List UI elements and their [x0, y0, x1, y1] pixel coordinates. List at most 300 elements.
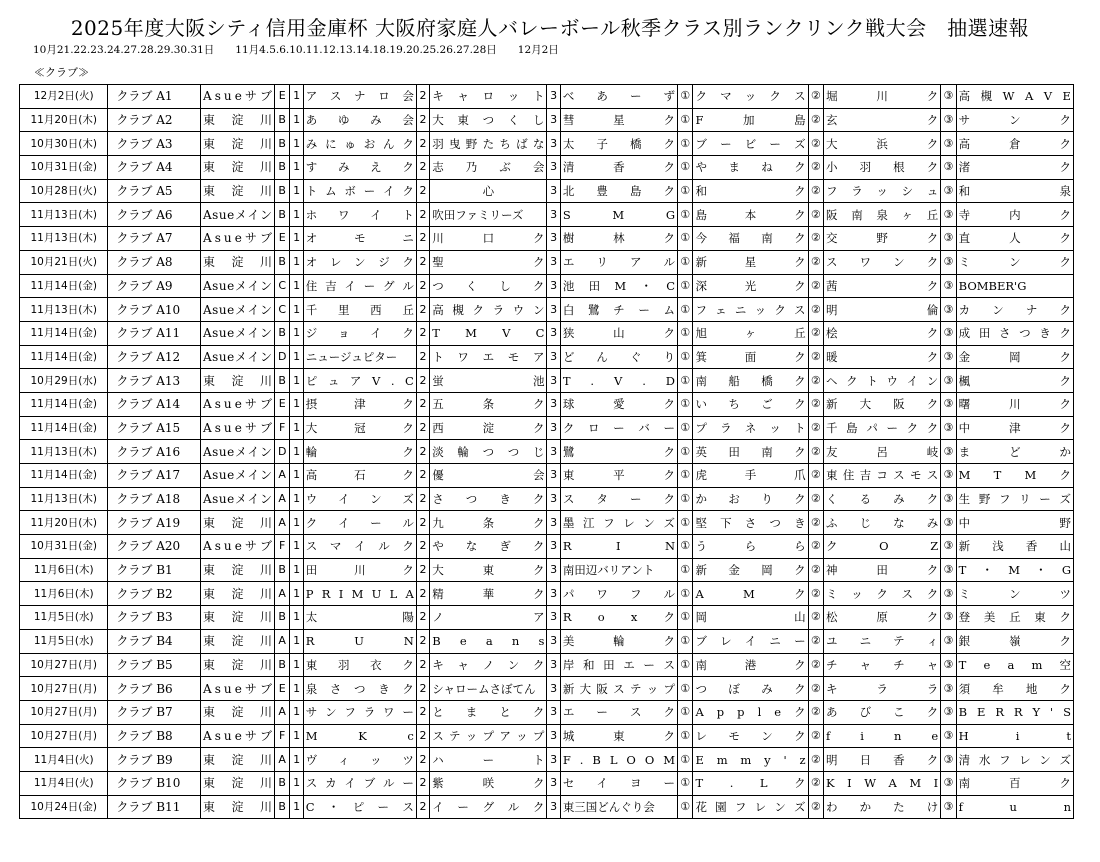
team-cell: 田 川 ク — [303, 558, 416, 582]
table-row — [20, 724, 1074, 748]
team-cell: ス タ ー ク — [560, 487, 677, 511]
slot-number: 3 — [547, 345, 560, 369]
team-cell: く る み ク — [824, 487, 941, 511]
slot-number: 2 — [416, 392, 429, 416]
venue-cell: 東 淀 川 — [200, 156, 274, 180]
slot-number: 3 — [547, 321, 560, 345]
team-cell: 友 呂 岐 — [824, 440, 941, 464]
date-cell: 10月31日(金) — [20, 535, 108, 559]
team-cell: 池 田 M ・ C — [560, 274, 677, 298]
team-cell: R o x ク — [560, 606, 677, 630]
slot-number: 1 — [290, 321, 303, 345]
team-cell: イ ー グ ル ク — [430, 795, 547, 819]
team-cell: 南 百 ク — [956, 771, 1073, 795]
slot-number: ③ — [941, 629, 956, 653]
team-cell: 優 会 — [430, 464, 547, 488]
team-cell: 城 東 ク — [560, 724, 677, 748]
team-cell: 直 人 ク — [956, 227, 1073, 251]
slot-number: ③ — [941, 511, 956, 535]
slot-number: 3 — [547, 629, 560, 653]
team-cell: 玄 ク — [824, 108, 941, 132]
slot-number: ② — [808, 677, 823, 701]
slot-number: ② — [808, 345, 823, 369]
team-cell: T . V . D — [560, 369, 677, 393]
team-cell: 東三国どんぐり会 — [560, 795, 677, 819]
team-cell: T M V C — [430, 321, 547, 345]
slot-number: 3 — [547, 487, 560, 511]
venue-cell: 東 淀 川 — [200, 795, 274, 819]
team-cell: 暖 ク — [824, 345, 941, 369]
slot-number: ② — [808, 511, 823, 535]
team-cell: ノ ア — [430, 606, 547, 630]
team-cell: 紫 咲 ク — [430, 771, 547, 795]
date-cell: 11月5日(水) — [20, 606, 108, 630]
team-cell: ハ ー ト — [430, 748, 547, 772]
club-cell: クラブ A17 — [108, 464, 201, 488]
table-row — [20, 606, 1074, 630]
slot-number: 1 — [290, 724, 303, 748]
team-cell: 新 浅 香 山 — [956, 535, 1073, 559]
venue-cell: 東 淀 川 — [200, 511, 274, 535]
team-cell: T ・ M ・ G — [956, 558, 1073, 582]
slot-number: 1 — [290, 464, 303, 488]
team-cell: 高 槻 ク ラ ウ ン — [430, 298, 547, 322]
team-cell: 堀 川 ク — [824, 85, 941, 109]
slot-number: ① — [678, 487, 693, 511]
team-cell: さ つ き ク — [430, 487, 547, 511]
date-cell: 11月14日(金) — [20, 416, 108, 440]
date-cell: 10月21日(火) — [20, 250, 108, 274]
team-cell: 阪 南 泉 ヶ 丘 — [824, 203, 941, 227]
team-cell: 吹田ファミリーズ — [430, 203, 547, 227]
slot-number: 1 — [290, 298, 303, 322]
team-cell: キ ャ ロ ッ ト — [430, 85, 547, 109]
slot-number: 3 — [547, 464, 560, 488]
club-cell: クラブ A7 — [108, 227, 201, 251]
team-cell: 高 槻 W A V E — [956, 85, 1073, 109]
slot-number: ① — [678, 108, 693, 132]
club-cell: クラブ A19 — [108, 511, 201, 535]
team-cell: P R I M U L A — [303, 582, 416, 606]
slot-number: ③ — [941, 85, 956, 109]
club-cell: クラブ B4 — [108, 629, 201, 653]
slot-number: 1 — [290, 440, 303, 464]
slot-number: ③ — [941, 156, 956, 180]
date-cell: 10月28日(火) — [20, 179, 108, 203]
slot-number: 2 — [416, 274, 429, 298]
venue-cell: 東 淀 川 — [200, 179, 274, 203]
date-cell: 11月6日(木) — [20, 558, 108, 582]
slot-number: 3 — [547, 203, 560, 227]
slot-number: ③ — [941, 321, 956, 345]
venue-cell: A s u e メ イ ン — [200, 345, 274, 369]
slot-number: 2 — [416, 511, 429, 535]
slot-number: 3 — [547, 700, 560, 724]
slot-number: ③ — [941, 535, 956, 559]
slot-number: ② — [808, 227, 823, 251]
date-cell: 11月4日(火) — [20, 748, 108, 772]
team-cell: パ ワ フ ル — [560, 582, 677, 606]
date-cell: 10月31日(金) — [20, 156, 108, 180]
team-cell: 桧 ク — [824, 321, 941, 345]
slot-number: ② — [808, 392, 823, 416]
slot-number: ② — [808, 369, 823, 393]
slot-number: ② — [808, 203, 823, 227]
team-cell: 白 鷺 チ ー ム — [560, 298, 677, 322]
club-cell: クラブ B1 — [108, 558, 201, 582]
team-cell: つ く し ク — [430, 274, 547, 298]
team-cell: ジ ョ イ ク — [303, 321, 416, 345]
court-cell: E — [274, 392, 289, 416]
team-cell: 交 野 ク — [824, 227, 941, 251]
slot-number: 3 — [547, 274, 560, 298]
slot-number: 3 — [547, 558, 560, 582]
slot-number: ① — [678, 274, 693, 298]
venue-cell: 東 淀 川 — [200, 108, 274, 132]
slot-number: 2 — [416, 369, 429, 393]
slot-number: ③ — [941, 582, 956, 606]
team-cell: 深 光 ク — [693, 274, 808, 298]
date-cell: 10月30日(木) — [20, 132, 108, 156]
team-cell: あ ゆ み 会 — [303, 108, 416, 132]
slot-number: 3 — [547, 392, 560, 416]
team-cell: ホ ワ イ ト — [303, 203, 416, 227]
team-cell: み に ゅ お ん ク — [303, 132, 416, 156]
draw-results-table — [19, 84, 1074, 819]
court-cell: F — [274, 416, 289, 440]
table-row — [20, 440, 1074, 464]
slot-number: 3 — [547, 156, 560, 180]
club-cell: クラブ A9 — [108, 274, 201, 298]
slot-number: 2 — [416, 629, 429, 653]
table-row — [20, 558, 1074, 582]
slot-number: 2 — [416, 321, 429, 345]
slot-number: 1 — [290, 85, 303, 109]
slot-number: ③ — [941, 606, 956, 630]
date-cell: 10月24日(金) — [20, 795, 108, 819]
team-cell: 太 子 橋 ク — [560, 132, 677, 156]
team-cell: S M G — [560, 203, 677, 227]
team-cell: 松 原 ク — [824, 606, 941, 630]
venue-cell: 東 淀 川 — [200, 771, 274, 795]
team-cell: 茜 ク — [824, 274, 941, 298]
slot-number: 1 — [290, 558, 303, 582]
slot-number: 3 — [547, 108, 560, 132]
date-cell: 11月6日(木) — [20, 582, 108, 606]
table-row — [20, 392, 1074, 416]
slot-number: ③ — [941, 132, 956, 156]
team-cell: 楓 ク — [956, 369, 1073, 393]
slot-number: 1 — [290, 795, 303, 819]
slot-number: ② — [808, 724, 823, 748]
team-cell: 九 条 ク — [430, 511, 547, 535]
team-cell: 狭 山 ク — [560, 321, 677, 345]
slot-number: ① — [678, 629, 693, 653]
team-cell: f u n — [956, 795, 1073, 819]
table-row — [20, 748, 1074, 772]
team-cell: B E R R Y ' S — [956, 700, 1073, 724]
slot-number: ② — [808, 771, 823, 795]
club-cell: クラブ B11 — [108, 795, 201, 819]
court-cell: A — [274, 700, 289, 724]
slot-number: ② — [808, 108, 823, 132]
slot-number: 1 — [290, 179, 303, 203]
club-cell: クラブ A11 — [108, 321, 201, 345]
team-cell: ウ イ ン ズ — [303, 487, 416, 511]
court-cell: E — [274, 227, 289, 251]
team-cell: 千 里 西 丘 — [303, 298, 416, 322]
slot-number: ② — [808, 179, 823, 203]
slot-number: ② — [808, 700, 823, 724]
slot-number: 3 — [547, 440, 560, 464]
slot-number: ① — [678, 227, 693, 251]
team-cell: 岡 山 — [693, 606, 808, 630]
slot-number: ③ — [941, 227, 956, 251]
slot-number: ① — [678, 771, 693, 795]
club-cell: クラブ B9 — [108, 748, 201, 772]
slot-number: 3 — [547, 416, 560, 440]
team-cell: や ま ね ク — [693, 156, 808, 180]
team-cell: F 加 島 — [693, 108, 808, 132]
team-cell: R I N — [560, 535, 677, 559]
team-cell: 南 船 橋 ク — [693, 369, 808, 393]
team-cell: 旭 ヶ 丘 — [693, 321, 808, 345]
slot-number: 1 — [290, 203, 303, 227]
team-cell: 樹 林 ク — [560, 227, 677, 251]
team-cell: 淡 輪 つ つ じ — [430, 440, 547, 464]
slot-number: 2 — [416, 440, 429, 464]
team-cell: プ ラ ネ ッ ト — [693, 416, 808, 440]
slot-number: ③ — [941, 416, 956, 440]
date-cell: 10月27日(月) — [20, 677, 108, 701]
slot-number: ③ — [941, 274, 956, 298]
slot-number: 2 — [416, 700, 429, 724]
slot-number: 2 — [416, 771, 429, 795]
slot-number: 2 — [416, 724, 429, 748]
slot-number: ② — [808, 629, 823, 653]
date-cell: 11月20日(木) — [20, 511, 108, 535]
team-cell: 南田辺バリアント — [560, 558, 677, 582]
team-cell: 神 田 ク — [824, 558, 941, 582]
team-cell: 成 田 さ つ き ク — [956, 321, 1073, 345]
slot-number: 3 — [547, 369, 560, 393]
team-cell: キ ラ ラ — [824, 677, 941, 701]
team-cell: BOMBER'G — [956, 274, 1073, 298]
slot-number: 3 — [547, 132, 560, 156]
table-row — [20, 653, 1074, 677]
team-cell: 花 園 フ レ ン ズ — [693, 795, 808, 819]
team-cell: 蛍 池 — [430, 369, 547, 393]
club-cell: クラブ A5 — [108, 179, 201, 203]
team-cell: 中 野 — [956, 511, 1073, 535]
date-cell: 11月13日(木) — [20, 440, 108, 464]
court-cell: A — [274, 748, 289, 772]
team-cell: 太 陽 — [303, 606, 416, 630]
slot-number: ① — [678, 511, 693, 535]
club-cell: クラブ A18 — [108, 487, 201, 511]
team-cell: 北 豊 島 ク — [560, 179, 677, 203]
club-cell: クラブ A13 — [108, 369, 201, 393]
court-cell: F — [274, 535, 289, 559]
team-cell: 箕 面 ク — [693, 345, 808, 369]
table-row — [20, 464, 1074, 488]
slot-number: ① — [678, 179, 693, 203]
date-cell: 10月29日(水) — [20, 369, 108, 393]
club-cell: クラブ A16 — [108, 440, 201, 464]
slot-number: 1 — [290, 487, 303, 511]
club-cell: クラブ A2 — [108, 108, 201, 132]
team-cell: 東 平 ク — [560, 464, 677, 488]
court-cell: A — [274, 487, 289, 511]
slot-number: 2 — [416, 606, 429, 630]
team-cell: と ま と ク — [430, 700, 547, 724]
team-cell: エ リ ア ル — [560, 250, 677, 274]
team-cell: つ ぼ み ク — [693, 677, 808, 701]
slot-number: 2 — [416, 345, 429, 369]
team-cell: 千 島 パ ー ク ク — [824, 416, 941, 440]
team-cell: M T M ク — [956, 464, 1073, 488]
date-cell: 11月14日(金) — [20, 345, 108, 369]
slot-number: ② — [808, 558, 823, 582]
team-cell: 須 牟 地 ク — [956, 677, 1073, 701]
team-cell: A M ク — [693, 582, 808, 606]
court-cell: A — [274, 629, 289, 653]
table-row — [20, 700, 1074, 724]
slot-number: 1 — [290, 227, 303, 251]
slot-number: 2 — [416, 250, 429, 274]
team-cell: R U N — [303, 629, 416, 653]
slot-number: 1 — [290, 416, 303, 440]
slot-number: 1 — [290, 274, 303, 298]
venue-cell: A s u e メ イ ン — [200, 321, 274, 345]
slot-number: ② — [808, 416, 823, 440]
court-cell: B — [274, 771, 289, 795]
slot-number: 2 — [416, 298, 429, 322]
date-cell: 10月27日(月) — [20, 653, 108, 677]
team-cell: 大 東 ク — [430, 558, 547, 582]
slot-number: ① — [678, 606, 693, 630]
venue-cell: A s u e メ イ ン — [200, 274, 274, 298]
team-cell: ト ワ エ モ ア — [430, 345, 547, 369]
slot-number: ② — [808, 748, 823, 772]
slot-number: ① — [678, 392, 693, 416]
court-cell: B — [274, 321, 289, 345]
slot-number: ③ — [941, 677, 956, 701]
slot-number: ③ — [941, 724, 956, 748]
date-cell: 10月27日(月) — [20, 700, 108, 724]
slot-number: 1 — [290, 392, 303, 416]
team-cell: 金 岡 ク — [956, 345, 1073, 369]
slot-number: ③ — [941, 748, 956, 772]
date-cell: 11月20日(木) — [20, 108, 108, 132]
table-row — [20, 132, 1074, 156]
team-cell: ふ じ な み — [824, 511, 941, 535]
club-cell: クラブ B7 — [108, 700, 201, 724]
team-cell: 清 香 ク — [560, 156, 677, 180]
table-row — [20, 511, 1074, 535]
team-cell: T . L ク — [693, 771, 808, 795]
team-cell: フ ェ ニ ッ ク ス — [693, 298, 808, 322]
team-cell: K I W A M I — [824, 771, 941, 795]
slot-number: ② — [808, 321, 823, 345]
venue-cell: 東 淀 川 — [200, 606, 274, 630]
page-title: 2025年度大阪シティ信用金庫杯 大阪府家庭人バレーボール秋季クラス別ランクリンク戦大会 抽選速報 — [70, 16, 1030, 40]
slot-number: ③ — [941, 108, 956, 132]
slot-number: 3 — [547, 677, 560, 701]
club-cell: クラブ B10 — [108, 771, 201, 795]
team-cell: 精 華 ク — [430, 582, 547, 606]
slot-number: 3 — [547, 582, 560, 606]
team-cell: ニュージュピター — [303, 345, 416, 369]
slot-number: 2 — [416, 227, 429, 251]
slot-number: 1 — [290, 629, 303, 653]
slot-number: ① — [678, 748, 693, 772]
table-row — [20, 369, 1074, 393]
venue-cell: A s u e サ ブ — [200, 392, 274, 416]
slot-number: ① — [678, 677, 693, 701]
slot-number: ③ — [941, 440, 956, 464]
slot-number: 1 — [290, 653, 303, 677]
club-cell: クラブ A4 — [108, 156, 201, 180]
slot-number: 1 — [290, 582, 303, 606]
court-cell: E — [274, 677, 289, 701]
table-row — [20, 250, 1074, 274]
club-cell: クラブ A1 — [108, 85, 201, 109]
team-cell: 泉 さ つ き ク — [303, 677, 416, 701]
team-cell: 心 — [430, 179, 547, 203]
team-cell: ク O Z — [824, 535, 941, 559]
team-cell: ミ ッ ク ス ク — [824, 582, 941, 606]
slot-number: ③ — [941, 487, 956, 511]
venue-cell: A s u e メ イ ン — [200, 464, 274, 488]
slot-number: ① — [678, 582, 693, 606]
team-cell: 聖 ク — [430, 250, 547, 274]
venue-cell: 東 淀 川 — [200, 558, 274, 582]
slot-number: ① — [678, 250, 693, 274]
team-cell: 生 野 フ リ ー ズ — [956, 487, 1073, 511]
slot-number: ① — [678, 535, 693, 559]
table-row — [20, 795, 1074, 819]
team-cell: 和 泉 — [956, 179, 1073, 203]
table-row — [20, 582, 1074, 606]
team-cell: 英 田 南 ク — [693, 440, 808, 464]
team-cell: 清 水 フ レ ン ズ — [956, 748, 1073, 772]
venue-cell: 東 淀 川 — [200, 250, 274, 274]
team-cell: 東 住 吉 コ ス モ ス — [824, 464, 941, 488]
slot-number: ② — [808, 464, 823, 488]
slot-number: 2 — [416, 416, 429, 440]
date-cell: 11月14日(金) — [20, 274, 108, 298]
team-cell: 新 大 阪 ク — [824, 392, 941, 416]
venue-cell: A s u e サ ブ — [200, 724, 274, 748]
table-row — [20, 771, 1074, 795]
venue-cell: A s u e サ ブ — [200, 535, 274, 559]
table-row — [20, 108, 1074, 132]
team-cell: か お り ク — [693, 487, 808, 511]
team-cell: 高 倉 ク — [956, 132, 1073, 156]
club-cell: クラブ A8 — [108, 250, 201, 274]
court-cell: E — [274, 85, 289, 109]
table-row — [20, 298, 1074, 322]
court-cell: D — [274, 440, 289, 464]
slot-number: ② — [808, 250, 823, 274]
team-cell: 高 石 ク — [303, 464, 416, 488]
date-cell: 11月13日(木) — [20, 487, 108, 511]
slot-number: 1 — [290, 345, 303, 369]
court-cell: B — [274, 653, 289, 677]
table-body — [20, 85, 1074, 819]
team-cell: 羽 曳 野 た ち ば な — [430, 132, 547, 156]
